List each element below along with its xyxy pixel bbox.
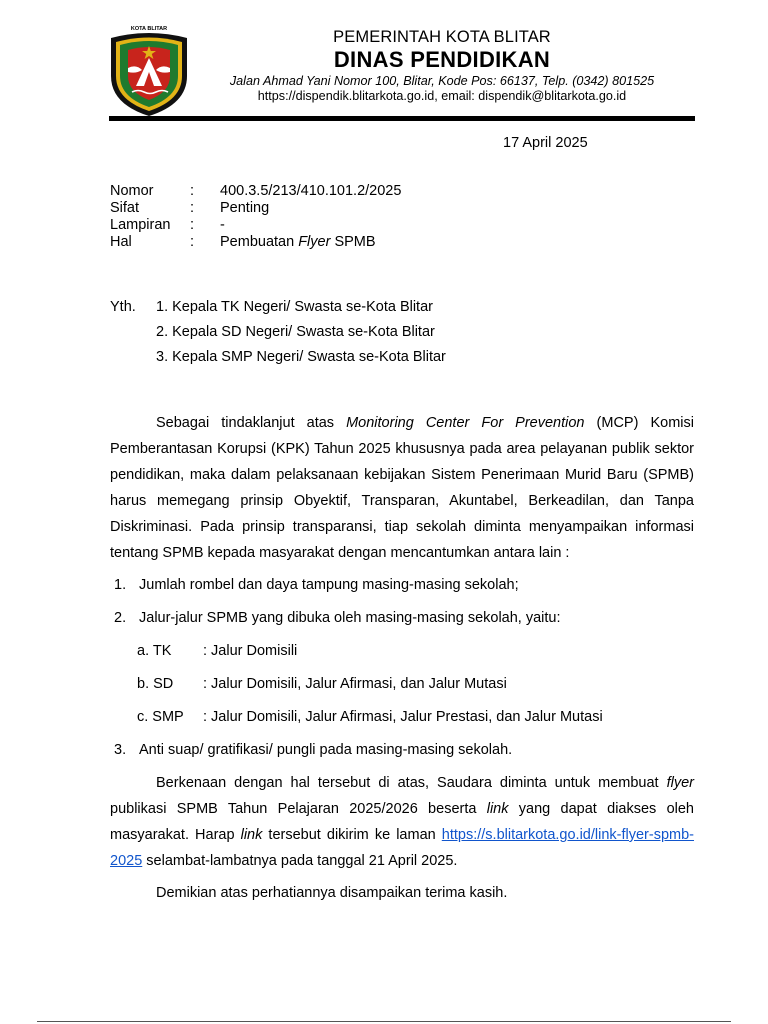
para1-part2: (MCP) Komisi Pemberantasan Korupsi (KPK) Tahun 2025 khususnya pada area pelayanan publik sektor pendidikan, maka dalam pelaksanaan kebijakan Sistem Penerimaan Murid Baru (SPMB) harus memegang prinsip Obyektif, Transparan, Akuntabel, Berkeadilan, dan Tanpa Diskriminasi. Pada prinsip transparansi, tiap sekolah diminta menyampaikan informasi tentang SPMB kepada masyarakat dengan mencantumkan antara lain : xyxy=(110,415,694,561)
addressee-item: 3. Kepala SMP Negeri/ Swasta se-Kota Blitar xyxy=(156,349,446,365)
meta-value: Penting xyxy=(220,200,270,216)
list-item xyxy=(110,572,694,605)
list-text: Anti suap/ gratifikasi/ pungli pada masing-masing sekolah. xyxy=(139,742,513,758)
meta-colon: : xyxy=(190,234,195,250)
sublist-label: a. TK xyxy=(137,643,172,659)
sublist-item xyxy=(110,671,694,704)
para2-part5: selambat-lambatnya pada tanggal 21 April 2025. xyxy=(142,853,458,869)
addressee-item: 2. Kepala SD Negeri/ Swasta se-Kota Blitar xyxy=(156,324,435,340)
para2-part4: tersebut dikirim ke laman xyxy=(262,827,442,843)
para2-italic2: link xyxy=(486,801,509,817)
para2-italic3: link xyxy=(240,827,263,843)
para2-italic1: flyer xyxy=(666,775,694,791)
addressee-label: Yth. xyxy=(110,299,136,315)
para2-part3: yang dapat diakses oleh masyarakat. Harap xyxy=(110,801,695,843)
submission-link[interactable]: https://s.blitarkota.go.id/link-flyer-spmb-2025 xyxy=(110,827,694,869)
meta-colon: : xyxy=(190,217,195,233)
subject-italic: Flyer xyxy=(298,234,331,250)
list-number: 2. xyxy=(114,610,127,626)
list-text: Jumlah rombel dan daya tampung masing-masing sekolah; xyxy=(139,577,519,593)
addressee-item: 1. Kepala TK Negeri/ Swasta se-Kota Blitar xyxy=(156,299,433,315)
meta-value: - xyxy=(220,217,225,233)
list-text: Jalur-jalur SPMB yang dibuka oleh masing-masing sekolah, yaitu: xyxy=(139,610,561,626)
letter-body xyxy=(110,410,694,906)
list-number: 3. xyxy=(114,742,127,758)
letter-date: 17 April 2025 xyxy=(503,135,588,151)
meta-value: 400.3.5/213/410.101.2/2025 xyxy=(220,183,402,199)
sublist-label: c. SMP xyxy=(137,709,184,725)
para2-part1: Berkenaan dengan hal tersebut di atas, Saudara diminta untuk membuat xyxy=(156,775,667,791)
subject-prefix: Pembuatan xyxy=(220,234,299,250)
letterhead-divider xyxy=(109,116,695,121)
meta-value-subject xyxy=(220,234,376,251)
list-item xyxy=(110,605,694,638)
sublist-item xyxy=(110,638,694,671)
requirement-list xyxy=(110,572,694,770)
addressee-list xyxy=(156,299,446,374)
meta-label: Nomor xyxy=(110,183,154,199)
meta-colon: : xyxy=(190,200,195,216)
para1-italic: Monitoring Center For Prevention xyxy=(346,415,585,431)
sublist-value: : Jalur Domisili, Jalur Afirmasi, Jalur Prestasi, dan Jalur Mutasi xyxy=(203,709,603,725)
sublist-value: : Jalur Domisili xyxy=(203,643,298,659)
meta-colon: : xyxy=(190,183,195,199)
sublist-value: : Jalur Domisili, Jalur Afirmasi, dan Jalur Mutasi xyxy=(203,676,507,692)
list-item xyxy=(110,737,694,770)
sublist-item xyxy=(110,704,694,737)
footer-divider xyxy=(37,1021,731,1022)
logo-text: KOTA BLITAR xyxy=(130,26,168,32)
list-number: 1. xyxy=(114,577,127,593)
meta-label: Sifat xyxy=(110,200,140,216)
letterhead xyxy=(205,28,679,103)
para1-part1: Sebagai tindaklanjut atas xyxy=(156,415,347,431)
paragraph-closing: Demikian atas perhatiannya disampaikan terima kasih. xyxy=(156,885,508,901)
government-name: PEMERINTAH KOTA BLITAR xyxy=(333,28,551,46)
department-name: DINAS PENDIDIKAN xyxy=(333,47,551,72)
paragraph-request xyxy=(110,770,694,874)
para2-part2: publikasi SPMB Tahun Pelajaran 2025/2026 beserta xyxy=(110,801,487,817)
department-address: Jalan Ahmad Yani Nomor 100, Blitar, Kode Pos: 66137, Telp. (0342) 801525 xyxy=(229,74,655,88)
meta-label: Hal xyxy=(110,234,132,250)
meta-label: Lampiran xyxy=(110,217,171,233)
subject-suffix: SPMB xyxy=(330,234,376,250)
sublist-label: b. SD xyxy=(137,676,174,692)
paragraph-intro xyxy=(110,410,694,566)
city-logo xyxy=(106,24,192,118)
department-contact: https://dispendik.blitarkota.go.id, email: dispendik@blitarkota.go.id xyxy=(257,88,627,103)
